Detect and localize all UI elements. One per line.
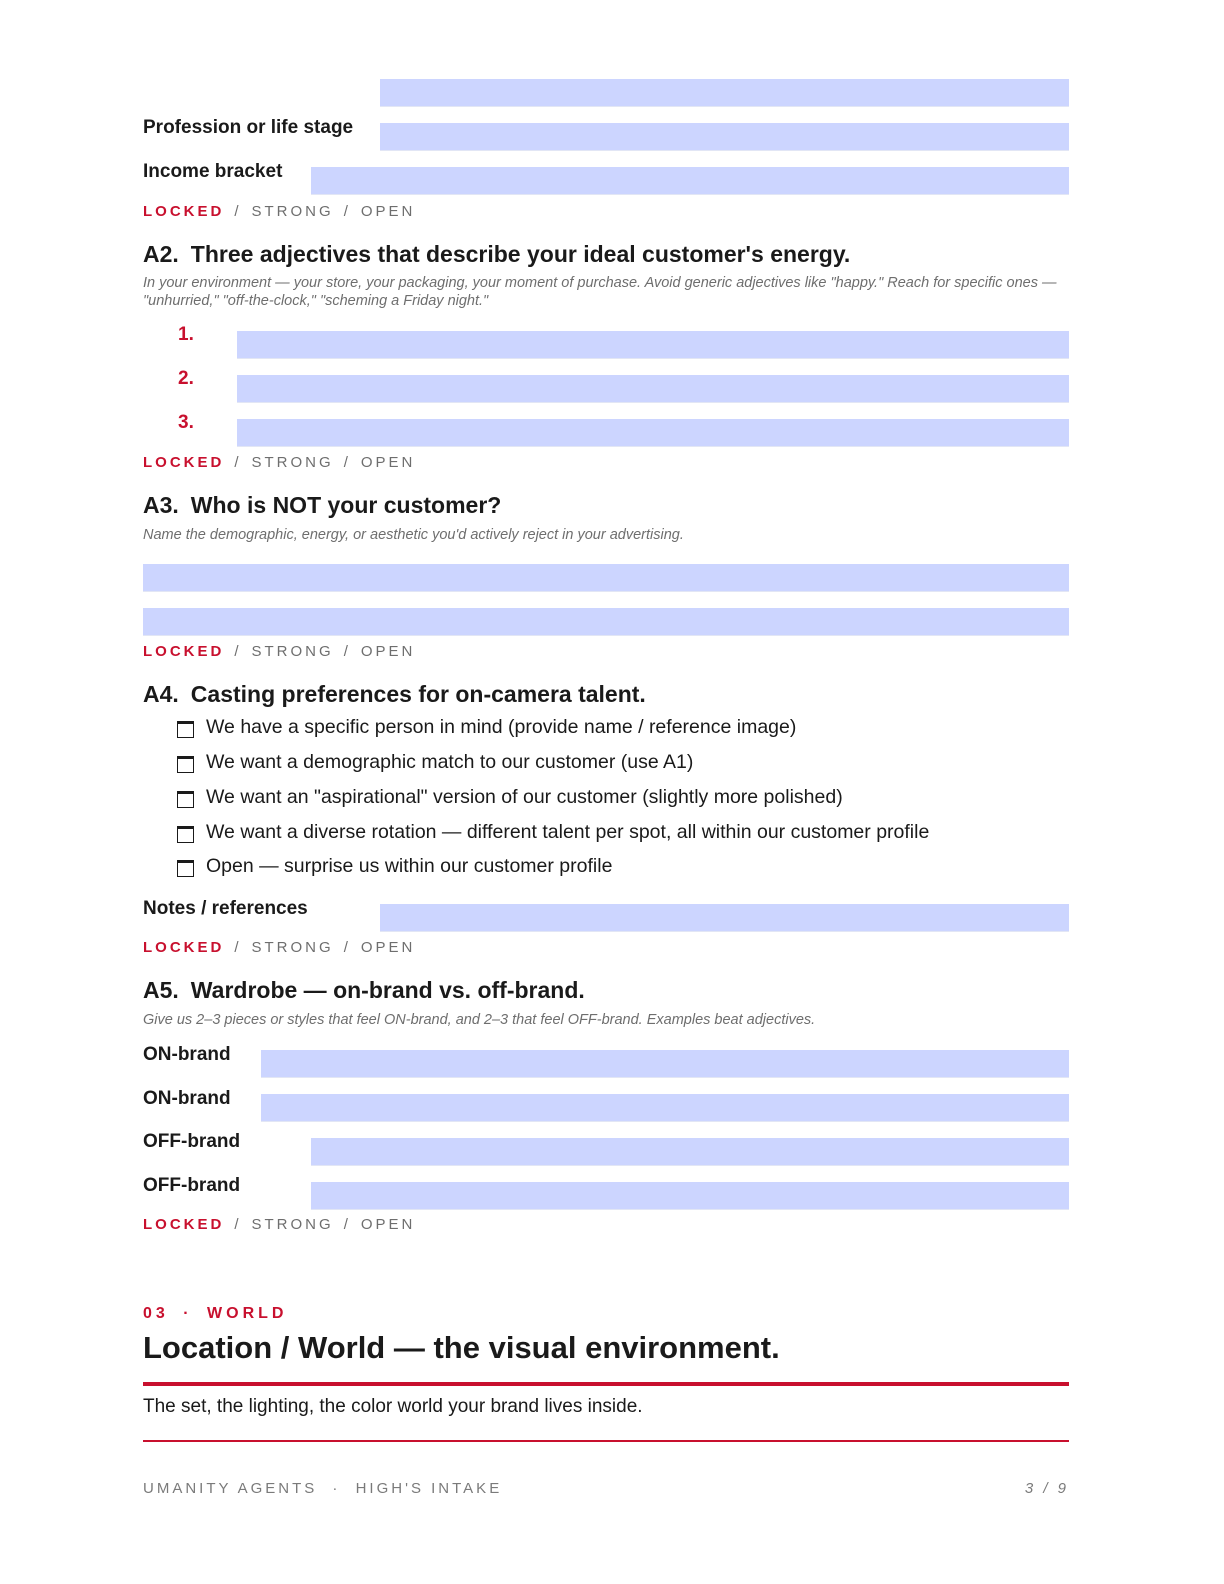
a1-previous-field[interactable] xyxy=(380,79,1069,107)
a5-hint: Give us 2–3 pieces or styles that feel ON-brand, and 2–3 that feel OFF-brand. Examples beat adjectives. xyxy=(143,1012,816,1028)
section-name: WORLD xyxy=(207,1305,288,1322)
a2-heading xyxy=(143,241,850,268)
rating-locked[interactable]: LOCKED xyxy=(143,454,225,471)
rating-locked[interactable]: LOCKED xyxy=(143,1216,225,1233)
footer-left: UMANITY AGENTS · HIGH'S INTAKE xyxy=(143,1480,503,1497)
a2-adjective-field-3[interactable] xyxy=(237,419,1069,447)
checkbox-icon[interactable] xyxy=(177,860,194,877)
a2-adjective-field-2[interactable] xyxy=(237,375,1069,403)
section-kicker: 03 · WORLD xyxy=(143,1305,288,1322)
a2-item-number: 2. xyxy=(178,368,194,389)
rating-a4: LOCKED / STRONG / OPEN xyxy=(143,939,416,956)
off-brand-field-2[interactable] xyxy=(311,1182,1069,1210)
profession-label: Profession or life stage xyxy=(143,117,354,138)
rating-open[interactable]: OPEN xyxy=(360,939,416,956)
off-brand-label: OFF-brand xyxy=(143,1175,241,1196)
on-brand-field-2[interactable] xyxy=(261,1094,1069,1122)
casting-option-label: Open — surprise us within our customer profile xyxy=(206,854,613,877)
rating-open[interactable]: OPEN xyxy=(360,454,416,471)
on-brand-label: ON-brand xyxy=(143,1088,231,1109)
a3-answer-field-2[interactable] xyxy=(143,608,1069,636)
a2-item-number: 1. xyxy=(178,324,194,345)
notes-field[interactable] xyxy=(380,904,1069,932)
a2-adjective-field-1[interactable] xyxy=(237,331,1069,359)
footer-brand: UMANITY AGENTS xyxy=(143,1480,318,1497)
rating-strong[interactable]: STRONG xyxy=(251,1216,334,1233)
a4-number: A4. xyxy=(143,681,179,707)
a5-number: A5. xyxy=(143,977,179,1003)
rating-open[interactable]: OPEN xyxy=(360,643,416,660)
off-brand-label: OFF-brand xyxy=(143,1131,241,1152)
casting-option[interactable] xyxy=(177,853,612,879)
a4-title: Casting preferences for on-camera talent. xyxy=(190,681,646,707)
a4-heading xyxy=(143,681,646,708)
a3-title: Who is NOT your customer? xyxy=(190,492,502,518)
rating-locked[interactable]: LOCKED xyxy=(143,643,225,660)
casting-option[interactable] xyxy=(177,819,929,845)
rating-locked[interactable]: LOCKED xyxy=(143,939,225,956)
rating-strong[interactable]: STRONG xyxy=(251,454,334,471)
rating-strong[interactable]: STRONG xyxy=(251,203,334,220)
off-brand-field-1[interactable] xyxy=(311,1138,1069,1166)
section-title-rule xyxy=(143,1382,1069,1386)
casting-option-label: We want a diverse rotation — different talent per spot, all within our customer profile xyxy=(206,820,930,843)
footer-doc-name: HIGH'S INTAKE xyxy=(355,1480,503,1497)
a5-title: Wardrobe — on-brand vs. off-brand. xyxy=(190,977,585,1003)
rating-locked[interactable]: LOCKED xyxy=(143,203,225,220)
a3-number: A3. xyxy=(143,492,179,518)
rating-a1: LOCKED / STRONG / OPEN xyxy=(143,203,416,220)
a2-title: Three adjectives that describe your ideal customer's energy. xyxy=(190,241,851,267)
income-field[interactable] xyxy=(311,167,1069,195)
rating-open[interactable]: OPEN xyxy=(360,1216,416,1233)
rating-open[interactable]: OPEN xyxy=(360,203,416,220)
income-label: Income bracket xyxy=(143,161,283,182)
a5-heading xyxy=(143,977,585,1004)
casting-option[interactable] xyxy=(177,749,693,775)
casting-option-label: We want a demographic match to our customer (use A1) xyxy=(206,750,694,773)
a3-heading xyxy=(143,492,501,519)
a3-answer-field-1[interactable] xyxy=(143,564,1069,592)
section-number: 03 xyxy=(143,1305,169,1322)
checkbox-icon[interactable] xyxy=(177,721,194,738)
on-brand-field-1[interactable] xyxy=(261,1050,1069,1078)
checkbox-icon[interactable] xyxy=(177,791,194,808)
rating-a2: LOCKED / STRONG / OPEN xyxy=(143,454,416,471)
rating-a5: LOCKED / STRONG / OPEN xyxy=(143,1216,416,1233)
checkbox-icon[interactable] xyxy=(177,756,194,773)
rating-a3: LOCKED / STRONG / OPEN xyxy=(143,643,416,660)
casting-option-label: We have a specific person in mind (provide name / reference image) xyxy=(206,715,797,738)
a3-hint: Name the demographic, energy, or aesthetic you'd actively reject in your advertising. xyxy=(143,527,684,543)
section-title: Location / World — the visual environment. xyxy=(143,1330,780,1365)
rating-strong[interactable]: STRONG xyxy=(251,643,334,660)
a2-number: A2. xyxy=(143,241,179,267)
checkbox-icon[interactable] xyxy=(177,826,194,843)
section-bottom-rule xyxy=(143,1440,1069,1442)
profession-field[interactable] xyxy=(380,123,1069,151)
on-brand-label: ON-brand xyxy=(143,1044,231,1065)
casting-option[interactable] xyxy=(177,784,843,810)
a2-item-number: 3. xyxy=(178,412,194,433)
rating-strong[interactable]: STRONG xyxy=(251,939,334,956)
casting-option[interactable] xyxy=(177,714,796,740)
footer-page-number: 3 / 9 xyxy=(1024,1480,1069,1497)
a2-hint: In your environment — your store, your packaging, your moment of purchase. Avoid generic adjectives like "happy." Reach for specific ones — "unhurried," "off-the-clock," "scheming a Friday night." xyxy=(143,275,1057,309)
section-subtitle: The set, the lighting, the color world your brand lives inside. xyxy=(143,1396,643,1417)
casting-option-label: We want an "aspirational" version of our customer (slightly more polished) xyxy=(206,785,843,808)
notes-label: Notes / references xyxy=(143,898,308,919)
